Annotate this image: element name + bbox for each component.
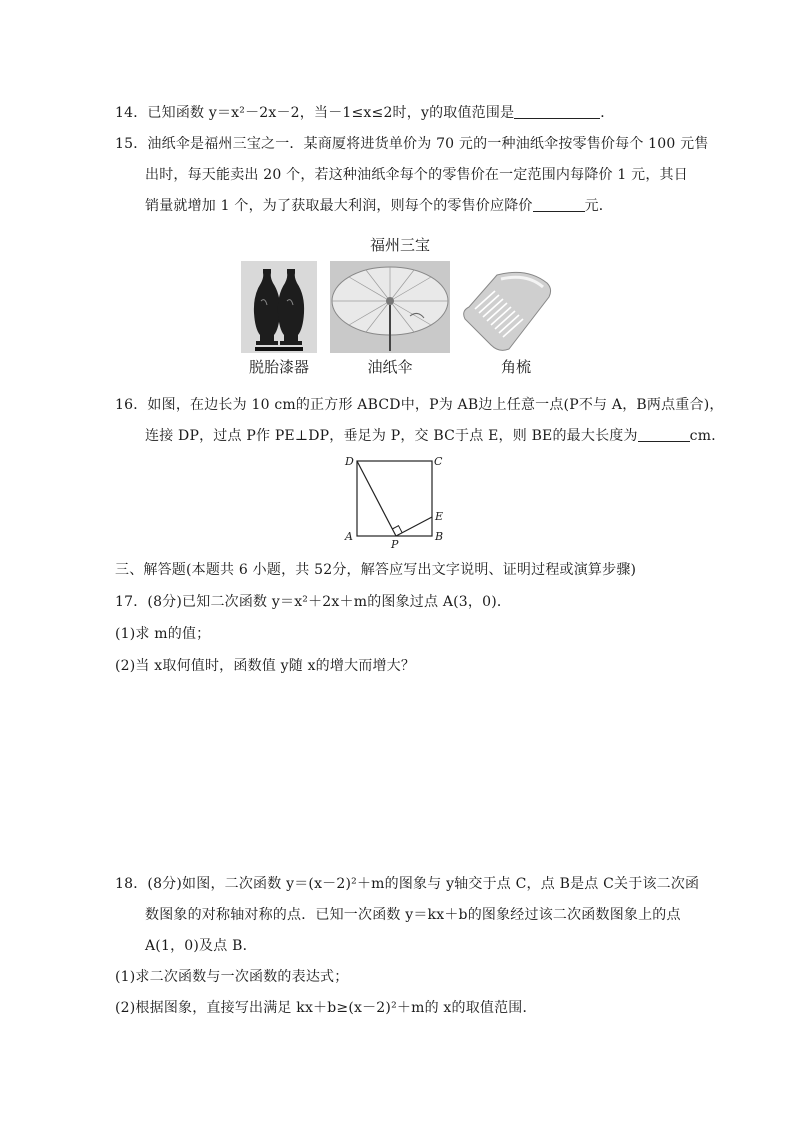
question-18-line-1: 18．(8分)如图，二次函数 y＝(x－2)²＋m的图象与 y轴交于点 C，点 B是点 C关于该二次函: [115, 876, 700, 892]
label-b: B: [435, 530, 444, 543]
section-3-heading: 三、解答题(本题共 6 小题，共 52分，解答应写出文字说明、证明过程或演算步骤): [115, 562, 637, 578]
question-15-line-3: [145, 196, 613, 216]
answer-blank-16[interactable]: [638, 427, 690, 442]
question-15-line-1: 15．油纸伞是福州三宝之一．某商厦将进货单价为 70 元的一种油纸伞按零售价每个 100 元售: [115, 136, 709, 152]
question-17-stem: 17．(8分)已知二次函数 y＝x²＋2x＋m的图象过点 A(3，0)．: [115, 594, 512, 610]
horn-comb-image: [461, 265, 553, 353]
q15-line3-text: 销量就增加 1 个，为了获取最大利润，则每个的零售价应降价: [145, 198, 533, 214]
label-a: A: [345, 530, 353, 543]
question-15-line-2: 出时，每天能卖出 20 个，若这种油纸伞每个的零售价在一定范围内每降价 1 元，其日: [145, 167, 688, 183]
caption-comb: 角梳: [500, 358, 531, 376]
question-18-line-3: A(1，0)及点 B．: [145, 938, 257, 954]
caption-lacquer: 脱胎漆器: [248, 358, 309, 376]
question-18-part-1: (1)求二次函数与一次函数的表达式；: [115, 969, 349, 985]
question-16-line-1: 16．如图，在边长为 10 cm的正方形 ABCD中，P为 AB边上任意一点(P不与 A，B两点重合)，: [115, 397, 724, 413]
oil-paper-umbrella-image: [330, 261, 450, 353]
segment-dp: [357, 461, 396, 536]
question-17-part-2: (2)当 x取何值时，函数值 y随 x的增大而增大？: [115, 658, 416, 674]
question-16-line-2: [145, 426, 725, 446]
q15-line3-tail: 元．: [584, 198, 614, 214]
q14-text: 14．已知函数 y＝x²－2x－2，当－1≤x≤2时，y的取值范围是: [115, 105, 515, 121]
question-18-line-2: 数图象的对称轴对称的点．已知一次函数 y＝kx＋b的图象经过该二次函数图象上的点: [145, 907, 681, 923]
square-abcd-diagram: [340, 450, 450, 550]
label-c: C: [434, 455, 443, 468]
segment-pe: [396, 517, 432, 536]
answer-blank-14[interactable]: [514, 104, 600, 119]
lacquer-vases-image: [241, 261, 317, 353]
q16-line2-tail: cm．: [689, 428, 726, 444]
label-e: E: [435, 510, 444, 523]
q16-line2-text: 连接 DP，过点 P作 PE⊥DP，垂足为 P，交 BC于点 E，则 BE的最大长度为: [145, 428, 638, 444]
figure-title: 福州三宝: [370, 236, 431, 254]
caption-umbrella: 油纸伞: [367, 358, 413, 376]
label-p: P: [391, 538, 399, 550]
square-outline: [357, 461, 432, 536]
label-d: D: [345, 455, 354, 468]
question-17-part-1: (1)求 m的值；: [115, 626, 211, 642]
answer-blank-15[interactable]: [533, 197, 585, 212]
q14-tail: ．: [600, 105, 615, 121]
question-18-part-2: (2)根据图象，直接写出满足 kx＋b≥(x－2)²＋m的 x的取值范围．: [115, 1000, 537, 1016]
question-14: [115, 103, 614, 123]
